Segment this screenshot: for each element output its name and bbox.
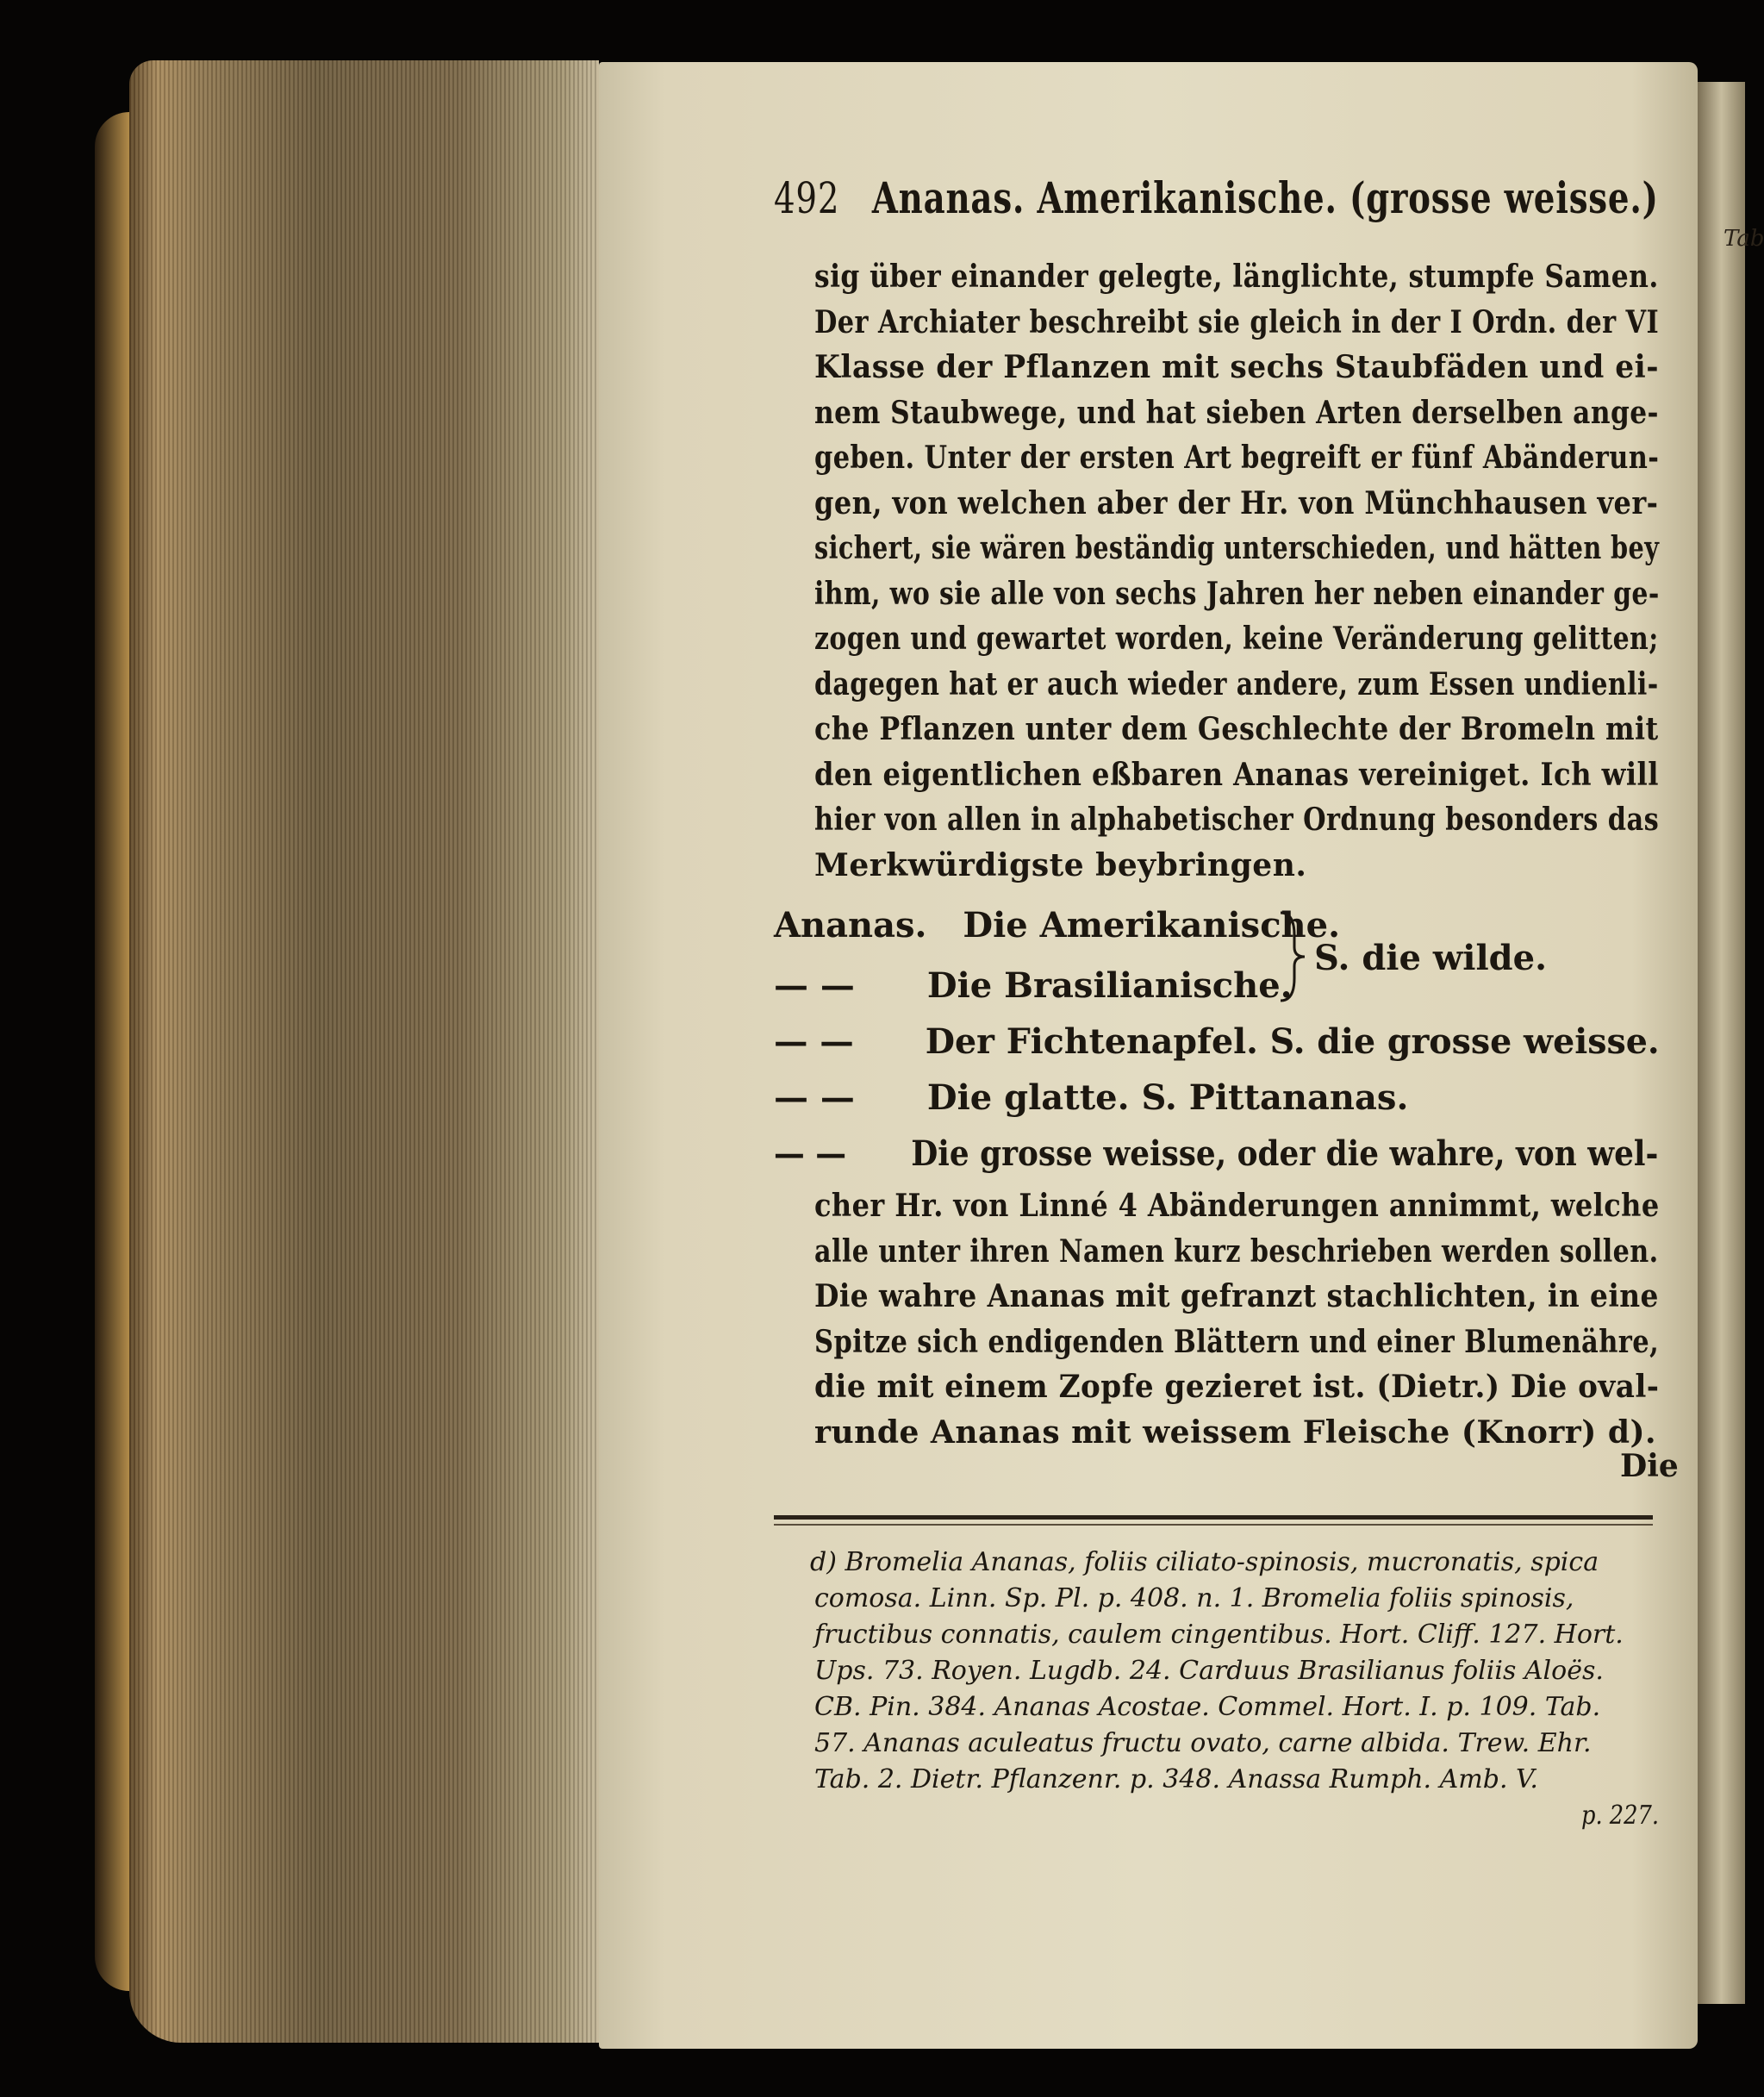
body-line: hier von allen in alphabetischer Ordnung besonders das [814,802,1660,838]
list-item-text: Die Amerikanische. [963,905,1340,946]
body-line: dagegen hat er auch wieder andere, zum Essen undienli- [814,665,1659,702]
entry-line: Die wahre Ananas mit gefranzt stachlichten, in eine [814,1278,1659,1314]
body-line: ihm, wo sie alle von sechs Jahren her neben einander ge- [814,575,1660,612]
footnote-rule [774,1515,1653,1520]
body-line: den eigentlichen eßbaren Ananas vereiniget. Ich will [814,756,1659,793]
body-line: Der Archiater beschreibt sie gleich in der I Ordn. der VI [814,303,1660,340]
list-item-text: Die glatte. S. Pittananas. [926,1077,1409,1118]
list-dash: — — [774,1077,855,1118]
footnote-line: CB. Pin. 384. Ananas Acostae. Commel. Hort. I. p. 109. Tab. [814,1692,1601,1722]
list-row-2 [774,965,1293,1006]
footnote-line: fructibus connatis, caulem cingentibus. Hort. Cliff. 127. Hort. [814,1620,1624,1650]
footnote-line: d) Bromelia Ananas, foliis ciliato-spinosis, mucronatis, spica [810,1547,1599,1577]
running-title: Ananas. Amerikanische. (grosse weisse.) [871,172,1659,223]
list-row-4 [774,1077,1408,1118]
catchword: Die [1620,1448,1679,1484]
list-head: Ananas. [774,905,927,946]
next-page-edge [1698,82,1745,2004]
list-item-text: Die grosse weisse, oder die wahre, von wel- [911,1133,1659,1174]
entry-line: die mit einem Zopfe gezieret ist. (Dietr.) Die oval- [814,1369,1660,1405]
list-dash: — — [774,1133,847,1174]
footnote-line: Tab. 2. Dietr. Pflanzenr. p. 348. Anassa Rumph. Amb. V. [814,1764,1538,1794]
brace-mark [1275,909,1310,1004]
body-line: nem Staubwege, und hat sieben Arten derselben ange- [814,394,1659,431]
footnote-line: p. 227. [1581,1801,1660,1831]
list-row-1 [774,905,1340,946]
body-line: Merkwürdigste beybringen. [814,846,1307,883]
list-row-3 [774,1021,1660,1062]
brace-reference: S. die wilde. [1314,938,1548,978]
entry-line: Spitze sich endigenden Blättern und einer Blumenähre, [814,1323,1660,1360]
entry-line: cher Hr. von Linné 4 Abänderungen annimmt, welche [814,1188,1660,1224]
body-line: zogen und gewartet worden, keine Veränderung gelitten; [814,621,1659,657]
body-line: sichert, sie wären beständig unterschieden, und hätten bey [814,530,1660,566]
body-line: geben. Unter der ersten Art begreift er fünf Abänderun- [814,440,1660,476]
footnote-line: 57. Ananas aculeatus fructu ovato, carne albida. Trew. Ehr. [814,1728,1592,1758]
body-line: che Pflanzen unter dem Geschlechte der Bromeln mit [814,711,1659,747]
entry-line: runde Ananas mit weissem Fleische (Knorr) d). [814,1414,1657,1451]
footnote-rule-thin [774,1524,1653,1526]
entry-line: alle unter ihren Namen kurz beschrieben werden sollen. [814,1233,1659,1270]
footnote-line: comosa. Linn. Sp. Pl. p. 408. n. 1. Bromelia foliis spinosis, [814,1583,1574,1613]
body-line: Klasse der Pflanzen mit sechs Staubfäden und ei- [814,349,1659,385]
list-dash: — — [774,965,855,1006]
list-dash: — — [774,1021,854,1062]
body-line: gen, von welchen aber der Hr. von Münchhausen ver- [814,484,1659,521]
list-row-5 [774,1133,1658,1174]
page-block-edge [129,60,599,2043]
footnote-line: Ups. 73. Royen. Lugdb. 24. Carduus Brasilianus foliis Aloës. [814,1656,1604,1686]
body-line: sig über einander gelegte, länglichte, stumpfe Samen. [814,259,1659,295]
running-header [774,172,1659,223]
list-item-text: Der Fichtenapfel. S. die grosse weisse. [925,1021,1660,1062]
page-number: 492 [774,173,840,223]
next-page-fragment: Tab [1723,226,1764,252]
list-item-text: Die Brasilianische. [926,965,1293,1006]
